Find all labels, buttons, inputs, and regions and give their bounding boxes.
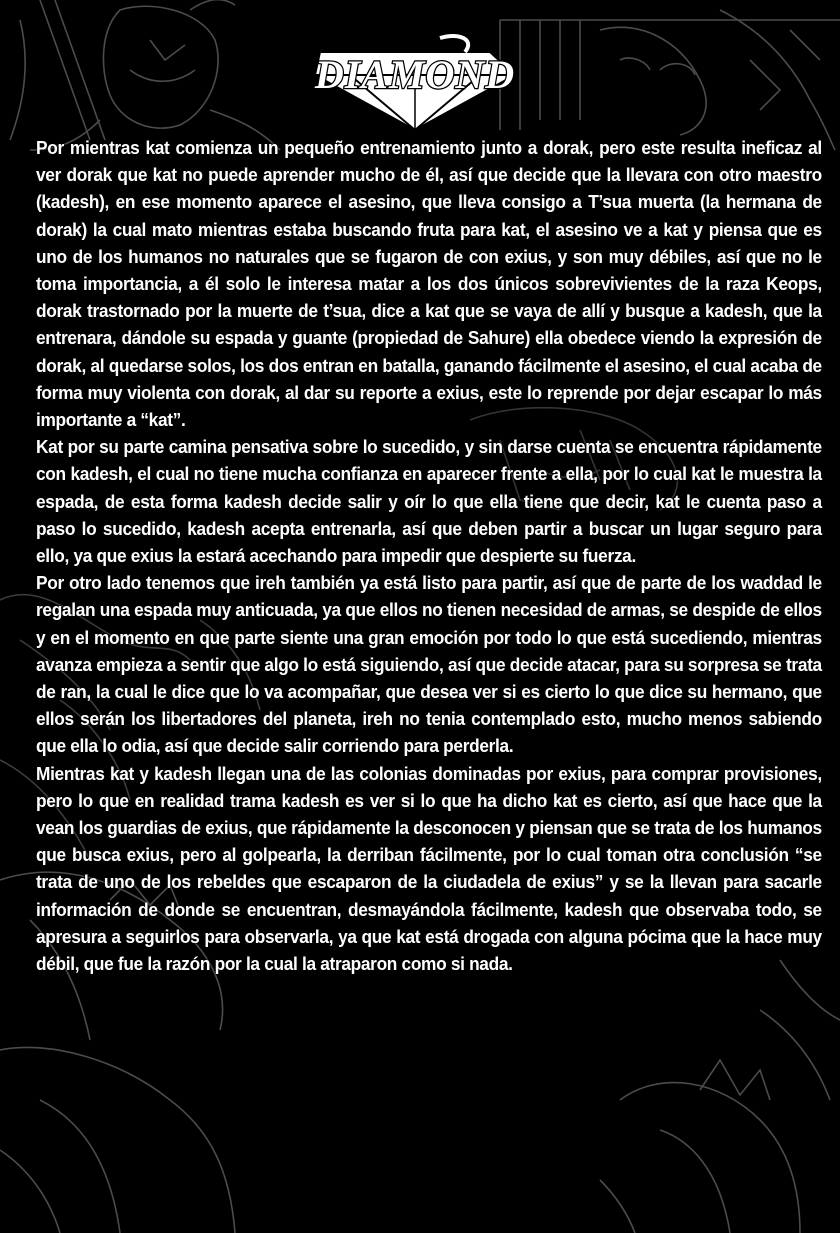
logo-text: DIAMOND [314,52,516,97]
paragraph: Por mientras kat comienza un pequeño entrenamiento junto a dorak, pero este resulta ineficaz al ver dorak que kat no puede aprender mucho de él, así que decide que la llevara con otro maestro (kadesh), en ese momento aparece el asesino, que lleva consigo a T’sua muerta (la hermana de dorak) la cual mato mientras estaba buscando fruta para kat, el asesino ve a kat y piensa que es uno de los humanos no naturales que se fugaron de con exius, y son muy débiles, así que no le toma importancia, a él solo le interesa matar a los dos únicos sobrevivientes de la raza Keops, dorak trastornado por la muerte de t’sua, dice a kat que se vaya de allí y busque a kadesh, que la entrenara, dándole su espada y guante (propiedad de Sahure) ella obedece viendo la expresión de dorak, al quedarse solos, los dos entran en batalla, ganando fácilmente el asesino, el cual acaba de forma muy violenta con dorak, al dar su reporte a exius, este lo reprende por dejar escapar lo más importante a “kat”. [36,137,822,431]
creature-figure-art [500,10,840,150]
paragraph: Por otro lado tenemos que ireh también ya está listo para partir, así que de parte de los waddad le regalan una espada muy anticuada, ya que ellos no tienen necesidad de armas, se despide de ellos y en el momento en que parte siente una gran emoción por todo lo que está sucediendo, mientras avanza empieza a sentir que algo lo está siguiendo, así que decide atacar, para su sorpresa se trata de ran, la cual le dice que lo va acompañar, que desea ver si es cierto lo que dice su hermano, que ellos serán los libertadores del planeta, ireh no tenia contemplado esto, mucho menos sabiendo que ella lo odia, así que decide salir corriendo para perderla. [36,572,822,757]
paragraph: Mientras kat y kadesh llegan una de las colonias dominadas por exius, para comprar provisiones, pero lo que en realidad trama kadesh es ver si lo que ha dicho kat es cierto, así que hace que la vean los guardias de exius, que rápidamente la desconocen y piensan que se trata de los humanos que busca exius, pero al golpearla, la derriban fácilmente, por lo cual toman otra conclusión “se trata de uno de los rebeldes que escaparon de la ciudadela de exius” y se la llevan para sacarle información de donde se encuentran, desmayándola fácilmente, kadesh que observaba todo, se apresura a seguirlos para observarla, ya que kat está drogada con alguna pócima que la hace muy débil, que fue la razón por la cual la atraparon como si nada. [36,762,822,975]
story-text [36,134,822,977]
paragraph: Kat por su parte camina pensativa sobre lo sucedido, y sin darse cuenta se encuentra rápidamente con kadesh, el cual no tiene mucha confianza en aparecer frente a ella, por lo cual kat le muestra la espada, de esta forma kadesh decide salir y oír lo que ella tiene que decir, kat le cuenta paso a paso lo sucedido, kadesh acepta entrenarla, así que deben partir a buscar un lugar seguro para ello, ya que exius la estará acechando para impedir que despierte su fuerza. [36,436,822,567]
diamond-logo [290,30,540,140]
bottom-right-figure-art [600,960,840,1233]
ninja-figure-art [10,0,280,150]
